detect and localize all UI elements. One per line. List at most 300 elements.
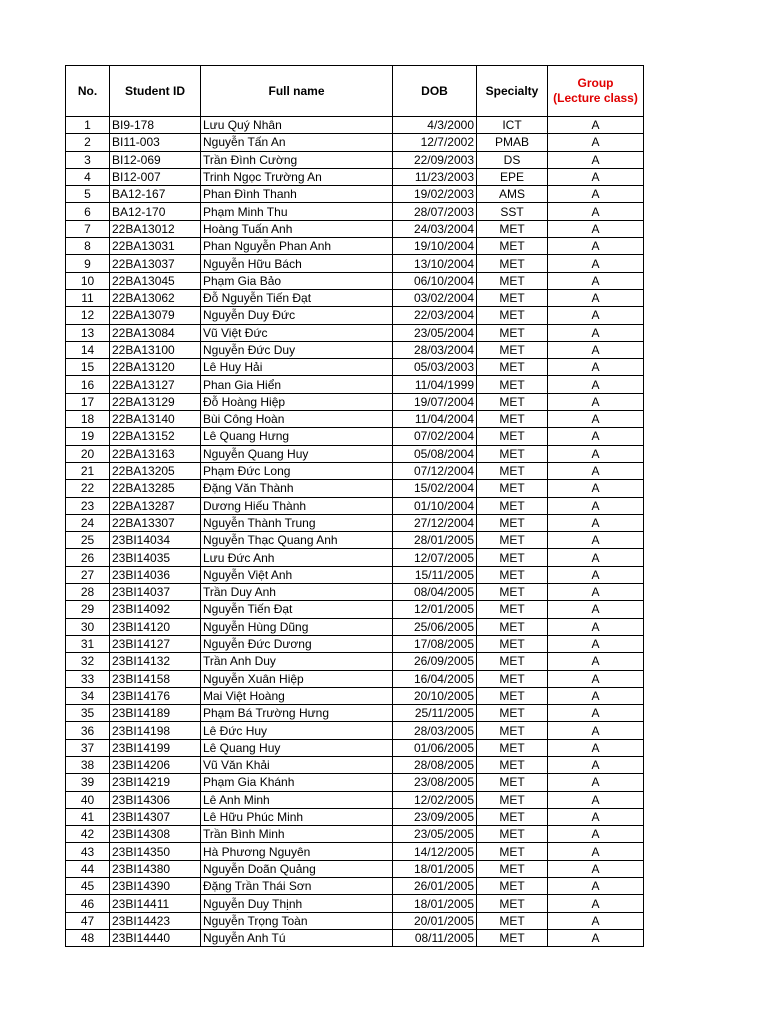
cell-full-name: Trần Anh Duy	[201, 653, 393, 670]
cell-no: 6	[66, 203, 110, 220]
cell-group: A	[548, 428, 644, 445]
table-row	[66, 929, 644, 946]
cell-student-id: 22BA13152	[110, 428, 201, 445]
cell-full-name: Đặng Trần Thái Sơn	[201, 878, 393, 895]
table-row	[66, 480, 644, 497]
cell-dob: 25/06/2005	[393, 618, 477, 635]
header-group-sublabel: (Lecture class)	[553, 91, 638, 105]
cell-student-id: 22BA13287	[110, 497, 201, 514]
cell-specialty: MET	[477, 289, 548, 306]
cell-group: A	[548, 618, 644, 635]
cell-specialty: MET	[477, 929, 548, 946]
cell-group: A	[548, 653, 644, 670]
cell-specialty: AMS	[477, 186, 548, 203]
cell-full-name: Lưu Đức Anh	[201, 549, 393, 566]
cell-no: 28	[66, 584, 110, 601]
cell-no: 41	[66, 808, 110, 825]
cell-specialty: MET	[477, 687, 548, 704]
table-row	[66, 151, 644, 168]
cell-group: A	[548, 826, 644, 843]
cell-specialty: MET	[477, 895, 548, 912]
cell-group: A	[548, 307, 644, 324]
table-row	[66, 670, 644, 687]
table-row	[66, 722, 644, 739]
cell-full-name: Dương Hiếu Thành	[201, 497, 393, 514]
cell-no: 48	[66, 929, 110, 946]
table-row	[66, 341, 644, 358]
cell-no: 21	[66, 462, 110, 479]
cell-dob: 11/04/2004	[393, 411, 477, 428]
cell-full-name: Hoàng Tuấn Anh	[201, 220, 393, 237]
cell-group: A	[548, 549, 644, 566]
cell-student-id: 22BA13129	[110, 393, 201, 410]
cell-student-id: 22BA13100	[110, 341, 201, 358]
cell-full-name: Lê Đức Huy	[201, 722, 393, 739]
cell-group: A	[548, 601, 644, 618]
cell-specialty: ICT	[477, 117, 548, 134]
table-row	[66, 220, 644, 237]
cell-no: 2	[66, 134, 110, 151]
cell-specialty: MET	[477, 514, 548, 531]
cell-dob: 27/12/2004	[393, 514, 477, 531]
cell-no: 30	[66, 618, 110, 635]
cell-no: 23	[66, 497, 110, 514]
cell-no: 34	[66, 687, 110, 704]
cell-student-id: 23BI14440	[110, 929, 201, 946]
cell-no: 45	[66, 878, 110, 895]
cell-dob: 26/01/2005	[393, 878, 477, 895]
cell-student-id: 22BA13037	[110, 255, 201, 272]
cell-student-id: 23BI14120	[110, 618, 201, 635]
table-row	[66, 411, 644, 428]
cell-specialty: MET	[477, 255, 548, 272]
cell-dob: 24/03/2004	[393, 220, 477, 237]
table-row	[66, 272, 644, 289]
cell-full-name: Vũ Văn Khải	[201, 756, 393, 773]
cell-full-name: Phạm Gia Bảo	[201, 272, 393, 289]
cell-full-name: Nguyễn Trọng Toàn	[201, 912, 393, 929]
cell-group: A	[548, 566, 644, 583]
cell-group: A	[548, 705, 644, 722]
cell-specialty: MET	[477, 480, 548, 497]
cell-specialty: MET	[477, 860, 548, 877]
cell-full-name: Nguyễn Tấn An	[201, 134, 393, 151]
cell-student-id: 22BA13127	[110, 376, 201, 393]
cell-no: 24	[66, 514, 110, 531]
cell-dob: 08/04/2005	[393, 584, 477, 601]
cell-dob: 19/02/2003	[393, 186, 477, 203]
cell-student-id: 22BA13140	[110, 411, 201, 428]
table-row	[66, 393, 644, 410]
table-row	[66, 860, 644, 877]
cell-specialty: MET	[477, 808, 548, 825]
table-row	[66, 584, 644, 601]
cell-no: 33	[66, 670, 110, 687]
table-row	[66, 912, 644, 929]
cell-specialty: MET	[477, 445, 548, 462]
cell-student-id: 23BI14158	[110, 670, 201, 687]
cell-no: 11	[66, 289, 110, 306]
table-row	[66, 359, 644, 376]
cell-specialty: MET	[477, 739, 548, 756]
table-row	[66, 635, 644, 652]
cell-full-name: Mai Việt Hoàng	[201, 687, 393, 704]
header-student-id: Student ID	[110, 66, 201, 117]
cell-full-name: Phan Gia Hiển	[201, 376, 393, 393]
cell-specialty: MET	[477, 843, 548, 860]
cell-specialty: MET	[477, 601, 548, 618]
cell-student-id: 23BI14092	[110, 601, 201, 618]
cell-specialty: MET	[477, 393, 548, 410]
cell-group: A	[548, 860, 644, 877]
cell-no: 44	[66, 860, 110, 877]
cell-dob: 12/02/2005	[393, 791, 477, 808]
cell-specialty: MET	[477, 653, 548, 670]
cell-no: 46	[66, 895, 110, 912]
table-row	[66, 445, 644, 462]
header-row	[66, 66, 644, 117]
cell-student-id: 23BI14308	[110, 826, 201, 843]
header-group-label: Group	[577, 76, 614, 90]
cell-group: A	[548, 929, 644, 946]
cell-specialty: MET	[477, 238, 548, 255]
cell-full-name: Phan Đình Thanh	[201, 186, 393, 203]
cell-specialty: MET	[477, 359, 548, 376]
table-row	[66, 514, 644, 531]
cell-full-name: Nguyễn Đức Dương	[201, 635, 393, 652]
table-row	[66, 566, 644, 583]
cell-specialty: MET	[477, 912, 548, 929]
cell-full-name: Lê Huy Hải	[201, 359, 393, 376]
cell-no: 15	[66, 359, 110, 376]
cell-dob: 11/23/2003	[393, 168, 477, 185]
cell-no: 5	[66, 186, 110, 203]
cell-dob: 25/11/2005	[393, 705, 477, 722]
cell-student-id: 23BI14036	[110, 566, 201, 583]
cell-full-name: Phạm Đức Long	[201, 462, 393, 479]
cell-dob: 05/03/2003	[393, 359, 477, 376]
cell-group: A	[548, 635, 644, 652]
cell-student-id: 22BA13012	[110, 220, 201, 237]
cell-full-name: Nguyễn Thành Trung	[201, 514, 393, 531]
cell-student-id: 23BI14132	[110, 653, 201, 670]
cell-no: 40	[66, 791, 110, 808]
cell-dob: 12/7/2002	[393, 134, 477, 151]
table-row	[66, 705, 644, 722]
cell-student-id: 22BA13079	[110, 307, 201, 324]
table-row	[66, 895, 644, 912]
cell-no: 38	[66, 756, 110, 773]
cell-specialty: MET	[477, 618, 548, 635]
cell-no: 8	[66, 238, 110, 255]
cell-group: A	[548, 687, 644, 704]
table-row	[66, 134, 644, 151]
cell-dob: 17/08/2005	[393, 635, 477, 652]
cell-full-name: Lê Anh Minh	[201, 791, 393, 808]
cell-no: 22	[66, 480, 110, 497]
cell-group: A	[548, 359, 644, 376]
table-row	[66, 843, 644, 860]
cell-group: A	[548, 272, 644, 289]
table-row	[66, 549, 644, 566]
cell-group: A	[548, 203, 644, 220]
cell-specialty: MET	[477, 220, 548, 237]
table-row	[66, 739, 644, 756]
cell-student-id: 23BI14423	[110, 912, 201, 929]
cell-dob: 12/01/2005	[393, 601, 477, 618]
cell-student-id: 23BI14199	[110, 739, 201, 756]
cell-full-name: Phan Nguyễn Phan Anh	[201, 238, 393, 255]
header-dob: DOB	[393, 66, 477, 117]
table-row	[66, 186, 644, 203]
cell-no: 32	[66, 653, 110, 670]
cell-no: 10	[66, 272, 110, 289]
cell-group: A	[548, 376, 644, 393]
cell-dob: 18/01/2005	[393, 895, 477, 912]
cell-group: A	[548, 584, 644, 601]
cell-group: A	[548, 289, 644, 306]
cell-full-name: Đỗ Nguyễn Tiến Đạt	[201, 289, 393, 306]
cell-full-name: Vũ Việt Đức	[201, 324, 393, 341]
table-row	[66, 238, 644, 255]
cell-specialty: MET	[477, 324, 548, 341]
cell-no: 4	[66, 168, 110, 185]
cell-dob: 01/10/2004	[393, 497, 477, 514]
cell-dob: 07/02/2004	[393, 428, 477, 445]
cell-dob: 14/12/2005	[393, 843, 477, 860]
cell-group: A	[548, 411, 644, 428]
cell-student-id: BA12-167	[110, 186, 201, 203]
cell-dob: 03/02/2004	[393, 289, 477, 306]
cell-no: 12	[66, 307, 110, 324]
cell-specialty: MET	[477, 462, 548, 479]
cell-full-name: Nguyễn Hữu Bách	[201, 255, 393, 272]
cell-no: 17	[66, 393, 110, 410]
cell-student-id: 23BI14380	[110, 860, 201, 877]
cell-dob: 20/01/2005	[393, 912, 477, 929]
cell-specialty: MET	[477, 705, 548, 722]
cell-dob: 19/07/2004	[393, 393, 477, 410]
table-row	[66, 428, 644, 445]
table-row	[66, 808, 644, 825]
table-row	[66, 289, 644, 306]
table-row	[66, 324, 644, 341]
cell-group: A	[548, 255, 644, 272]
cell-no: 19	[66, 428, 110, 445]
cell-no: 42	[66, 826, 110, 843]
cell-no: 27	[66, 566, 110, 583]
cell-no: 47	[66, 912, 110, 929]
cell-full-name: Bùi Công Hoàn	[201, 411, 393, 428]
cell-no: 13	[66, 324, 110, 341]
cell-dob: 23/08/2005	[393, 774, 477, 791]
cell-specialty: MET	[477, 826, 548, 843]
cell-student-id: 22BA13031	[110, 238, 201, 255]
cell-student-id: 23BI14206	[110, 756, 201, 773]
cell-student-id: 23BI14127	[110, 635, 201, 652]
header-specialty: Specialty	[477, 66, 548, 117]
table-row	[66, 756, 644, 773]
cell-dob: 22/03/2004	[393, 307, 477, 324]
cell-specialty: MET	[477, 272, 548, 289]
cell-specialty: DS	[477, 151, 548, 168]
cell-student-id: 22BA13163	[110, 445, 201, 462]
table-row	[66, 203, 644, 220]
cell-group: A	[548, 912, 644, 929]
cell-full-name: Nguyễn Hùng Dũng	[201, 618, 393, 635]
cell-student-id: 23BI14307	[110, 808, 201, 825]
cell-group: A	[548, 532, 644, 549]
header-full-name: Full name	[201, 66, 393, 117]
cell-full-name: Trần Đình Cường	[201, 151, 393, 168]
cell-student-id: 22BA13045	[110, 272, 201, 289]
cell-group: A	[548, 151, 644, 168]
cell-full-name: Nguyễn Duy Đức	[201, 307, 393, 324]
cell-group: A	[548, 220, 644, 237]
cell-group: A	[548, 445, 644, 462]
cell-student-id: 22BA13205	[110, 462, 201, 479]
cell-dob: 20/10/2005	[393, 687, 477, 704]
cell-group: A	[548, 480, 644, 497]
cell-student-id: 22BA13120	[110, 359, 201, 376]
cell-specialty: MET	[477, 549, 548, 566]
cell-specialty: MET	[477, 878, 548, 895]
cell-specialty: MET	[477, 411, 548, 428]
cell-full-name: Lưu Quý Nhân	[201, 117, 393, 134]
cell-specialty: MET	[477, 566, 548, 583]
cell-student-id: 23BI14306	[110, 791, 201, 808]
cell-full-name: Nguyễn Việt Anh	[201, 566, 393, 583]
cell-group: A	[548, 238, 644, 255]
table-row	[66, 462, 644, 479]
cell-student-id: 23BI14037	[110, 584, 201, 601]
cell-specialty: MET	[477, 670, 548, 687]
cell-group: A	[548, 670, 644, 687]
cell-full-name: Phạm Gia Khánh	[201, 774, 393, 791]
cell-student-id: 23BI14035	[110, 549, 201, 566]
cell-specialty: MET	[477, 341, 548, 358]
cell-dob: 19/10/2004	[393, 238, 477, 255]
cell-group: A	[548, 878, 644, 895]
table-row	[66, 532, 644, 549]
table-row	[66, 117, 644, 134]
cell-no: 16	[66, 376, 110, 393]
cell-student-id: 22BA13307	[110, 514, 201, 531]
table-row	[66, 376, 644, 393]
cell-group: A	[548, 722, 644, 739]
cell-specialty: SST	[477, 203, 548, 220]
cell-full-name: Hà Phương Nguyên	[201, 843, 393, 860]
cell-no: 36	[66, 722, 110, 739]
table-row	[66, 307, 644, 324]
cell-dob: 01/06/2005	[393, 739, 477, 756]
cell-specialty: PMAB	[477, 134, 548, 151]
cell-full-name: Lê Hữu Phúc Minh	[201, 808, 393, 825]
cell-full-name: Trần Bình Minh	[201, 826, 393, 843]
cell-no: 25	[66, 532, 110, 549]
table-row	[66, 497, 644, 514]
cell-no: 35	[66, 705, 110, 722]
cell-dob: 23/09/2005	[393, 808, 477, 825]
cell-dob: 18/01/2005	[393, 860, 477, 877]
cell-group: A	[548, 393, 644, 410]
cell-student-id: 23BI14350	[110, 843, 201, 860]
table-row	[66, 791, 644, 808]
cell-dob: 28/07/2003	[393, 203, 477, 220]
cell-student-id: BI9-178	[110, 117, 201, 134]
cell-specialty: MET	[477, 774, 548, 791]
cell-group: A	[548, 117, 644, 134]
cell-no: 3	[66, 151, 110, 168]
cell-no: 43	[66, 843, 110, 860]
cell-dob: 22/09/2003	[393, 151, 477, 168]
cell-no: 20	[66, 445, 110, 462]
table-row	[66, 618, 644, 635]
table-row	[66, 878, 644, 895]
cell-no: 29	[66, 601, 110, 618]
table-row	[66, 774, 644, 791]
cell-group: A	[548, 843, 644, 860]
cell-group: A	[548, 186, 644, 203]
table-row	[66, 653, 644, 670]
cell-dob: 28/03/2005	[393, 722, 477, 739]
cell-dob: 28/08/2005	[393, 756, 477, 773]
cell-group: A	[548, 168, 644, 185]
cell-student-id: 23BI14411	[110, 895, 201, 912]
cell-full-name: Phạm Bá Trường Hưng	[201, 705, 393, 722]
cell-no: 1	[66, 117, 110, 134]
cell-full-name: Nguyễn Đức Duy	[201, 341, 393, 358]
cell-no: 31	[66, 635, 110, 652]
cell-student-id: BA12-170	[110, 203, 201, 220]
cell-specialty: MET	[477, 584, 548, 601]
table-row	[66, 255, 644, 272]
table-row	[66, 168, 644, 185]
cell-specialty: MET	[477, 722, 548, 739]
cell-full-name: Nguyễn Quang Huy	[201, 445, 393, 462]
cell-specialty: MET	[477, 497, 548, 514]
cell-dob: 28/03/2004	[393, 341, 477, 358]
cell-specialty: MET	[477, 376, 548, 393]
cell-specialty: MET	[477, 428, 548, 445]
cell-dob: 05/08/2004	[393, 445, 477, 462]
cell-student-id: 22BA13084	[110, 324, 201, 341]
cell-dob: 15/11/2005	[393, 566, 477, 583]
cell-full-name: Đặng Văn Thành	[201, 480, 393, 497]
cell-dob: 26/09/2005	[393, 653, 477, 670]
cell-full-name: Lê Quang Huy	[201, 739, 393, 756]
cell-student-id: 22BA13285	[110, 480, 201, 497]
cell-dob: 13/10/2004	[393, 255, 477, 272]
cell-no: 7	[66, 220, 110, 237]
cell-full-name: Phạm Minh Thu	[201, 203, 393, 220]
cell-group: A	[548, 134, 644, 151]
cell-group: A	[548, 497, 644, 514]
cell-group: A	[548, 324, 644, 341]
cell-specialty: MET	[477, 791, 548, 808]
cell-group: A	[548, 791, 644, 808]
cell-no: 39	[66, 774, 110, 791]
cell-group: A	[548, 756, 644, 773]
cell-specialty: MET	[477, 532, 548, 549]
cell-no: 26	[66, 549, 110, 566]
student-list-table	[65, 65, 644, 947]
cell-dob: 06/10/2004	[393, 272, 477, 289]
cell-student-id: 23BI14390	[110, 878, 201, 895]
cell-group: A	[548, 462, 644, 479]
cell-dob: 15/02/2004	[393, 480, 477, 497]
table-row	[66, 826, 644, 843]
